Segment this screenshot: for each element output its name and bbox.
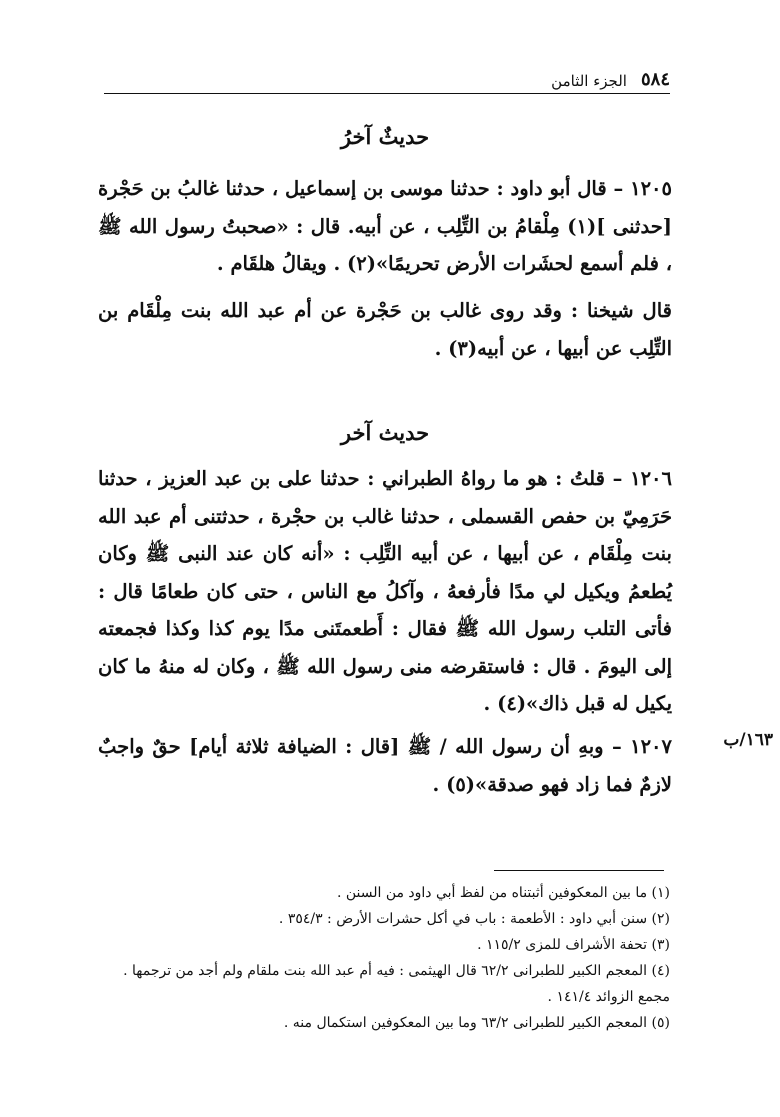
running-header bbox=[104, 60, 670, 90]
part-title: الجزء الثامن bbox=[551, 72, 627, 90]
section-heading-1: حديثٌ آخرُ bbox=[340, 124, 430, 149]
hadith-1207: ١٢٠٧ – وبهِ أن رسول الله / ﷺ [قال : الضيافة ثلاثة أيام] حقٌ واجبٌ لازمٌ فما زاد فهو صدقة»(٥) . bbox=[98, 735, 672, 796]
section-heading-2: حديث آخر bbox=[340, 420, 430, 445]
page-number: ٥٨٤ bbox=[640, 69, 670, 90]
shaykh-note: قال شيخنا : وقد روى غالب بن حَجْرة عن أم عبد الله بنت مِلْقَام بن التِّلِب عن أبيها ، عن أبيه(٣) . bbox=[98, 299, 672, 360]
footnote-2: (٢) سنن أبي داود : الأطعمة : باب في أكل حشرات الأرض : ٣٥٤/٣ . bbox=[278, 911, 670, 927]
section-2-hadith-1207 bbox=[98, 728, 672, 803]
footnote-5: (٥) المعجم الكبير للطبرانى ٦٣/٢ وما بين المعكوفين استكمال منه . bbox=[283, 1015, 670, 1031]
footnote-1: (١) ما بين المعكوفين أثبتناه من لفظ أبي داود من السنن . bbox=[336, 885, 670, 901]
section-2-body bbox=[98, 460, 672, 723]
section-1-body bbox=[98, 170, 672, 283]
footnote-3: (٣) تحفة الأشراف للمزى ١١٥/٢ . bbox=[477, 937, 670, 953]
manuscript-folio-note: ١٦٣/ب bbox=[723, 730, 773, 750]
hadith-1206: ١٢٠٦ – قلتُ : هو ما رواهُ الطبراني : حدثنا على بن عبد العزيز ، حدثنا حَرَمِيّ بن حفص القسملى ، حدثنا غالب بن حجْرة ، حدثتنى أم عبد الله بنت مِلْقَام ، عن أبيها ، عن أبيه التِّلِب : «أنه كان عند النبى ﷺ وكان يُطعمُ ويكيل لي مدًا فأرفعهُ ، وآكلُ مع الناس ، حتى كان طعامًا قال : فأتى التلب رسول الله ﷺ فقال : أَطعمتَنى مدًا يوم كذا وكذا فجمعته إلى اليومَ . قال : فاستقرضه منى رسول الله ﷺ ، وكان له منهُ ما كان يكيل له قبل ذاك»(٤) . bbox=[98, 467, 672, 715]
header-rule bbox=[104, 93, 670, 94]
hadith-1205: ١٢٠٥ – قال أبو داود : حدثنا موسى بن إسماعيل ، حدثنا غالبُ بن حَجْرة [حدثنى ](١) مِلْقامُ بن التِّلِب ، عن أبيه. قال : «صحبتُ رسول الله ﷺ ، فلم أسمع لحشَرات الأرض تحريمًا»(٢) . ويقالُ هلقَام . bbox=[98, 177, 673, 275]
footnote-4: (٤) المعجم الكبير للطبرانى ٦٢/٢ قال الهيثمى : فيه أم عبد الله بنت ملقام ولم أجد من ترجمها . مجمع الزوائد ١٤١/٤ . bbox=[123, 963, 670, 1005]
footnotes bbox=[104, 880, 670, 1036]
section-1-note bbox=[98, 292, 672, 367]
footnote-rule bbox=[494, 870, 664, 871]
